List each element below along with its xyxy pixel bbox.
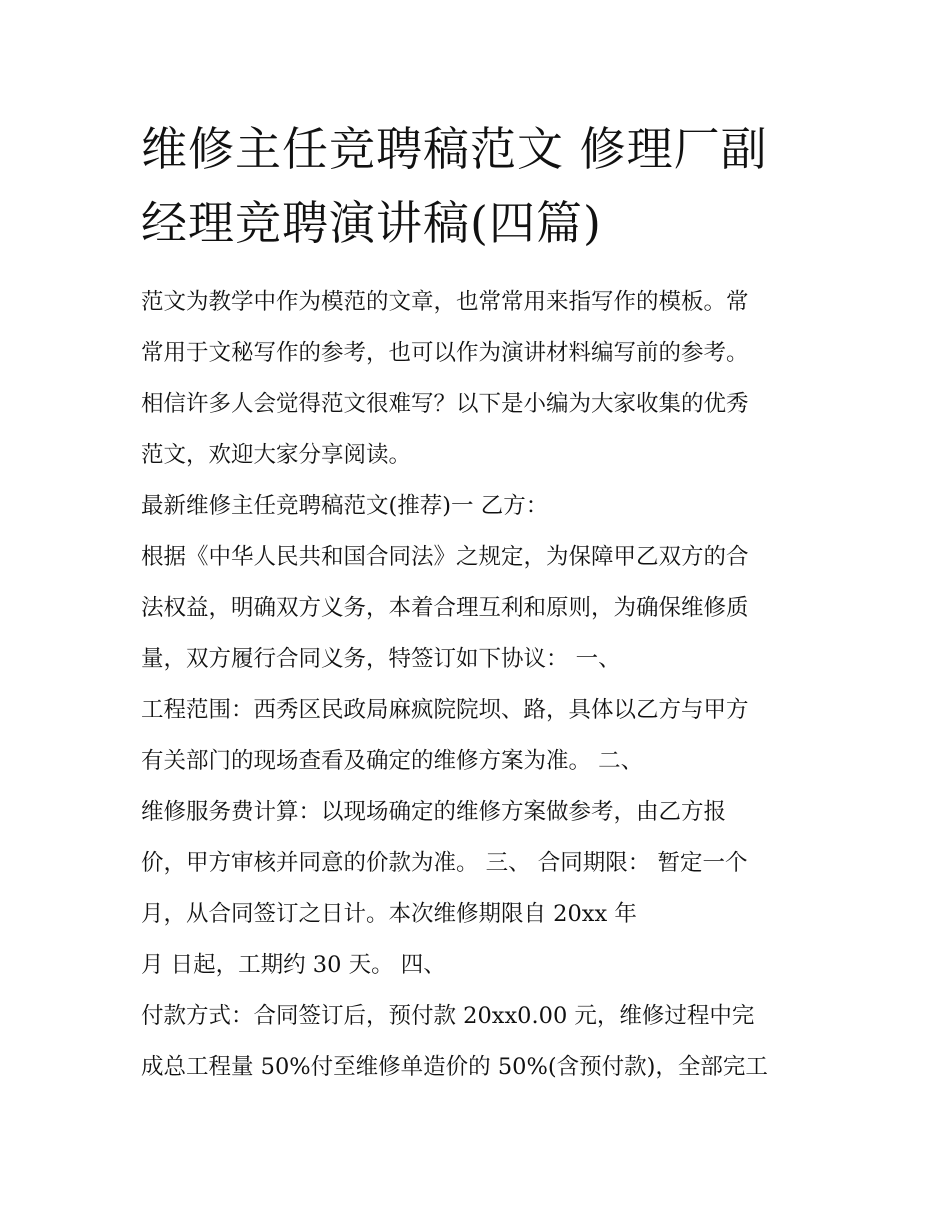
body-line: 根据《中华人民共和国合同法》之规定，为保障甲乙双方的合	[141, 544, 749, 570]
body-line: 范文，欢迎大家分享阅读。	[141, 442, 412, 468]
body-line: 量，双方履行合同义务，特签订如下协议： 一、	[141, 646, 621, 672]
body-line: 月 日起，工期约 30 天。 四、	[141, 952, 446, 978]
title-line: 经理竞聘演讲稿(四篇)	[141, 196, 602, 250]
body-line: 最新维修主任竞聘稿范文(推荐)一 乙方：	[141, 493, 549, 519]
body-line: 范文为教学中作为模范的文章，也常常用来指写作的模板。常	[141, 289, 749, 315]
body-line: 相信许多人会觉得范文很难写？以下是小编为大家收集的优秀	[141, 391, 749, 417]
body-line: 月，从合同签订之日计。本次维修期限自 20xx 年	[141, 901, 637, 927]
body-line: 法权益，明确双方义务，本着合理互利和原则，为确保维修质	[141, 595, 749, 621]
document-body	[141, 277, 831, 1093]
body-line: 价，甲方审核并同意的价款为准。 三、 合同期限： 暂定一个	[141, 850, 748, 876]
body-line: 维修服务费计算：以现场确定的维修方案做参考，由乙方报	[141, 799, 727, 825]
body-line: 付款方式：合同签订后，预付款 20xx0.00 元，维修过程中完	[141, 1003, 755, 1029]
title-line: 维修主任竞聘稿范文 修理厂副	[141, 122, 768, 176]
document-title	[141, 112, 831, 260]
body-line: 有关部门的现场查看及确定的维修方案为准。 二、	[141, 748, 644, 774]
body-line: 工程范围：西秀区民政局麻疯院院坝、路，具体以乙方与甲方	[141, 697, 749, 723]
body-line: 成总工程量 50%付至维修单造价的 50%(含预付款)，全部完工	[141, 1054, 768, 1080]
body-line: 常用于文秘写作的参考，也可以作为演讲材料编写前的参考。	[141, 340, 749, 366]
